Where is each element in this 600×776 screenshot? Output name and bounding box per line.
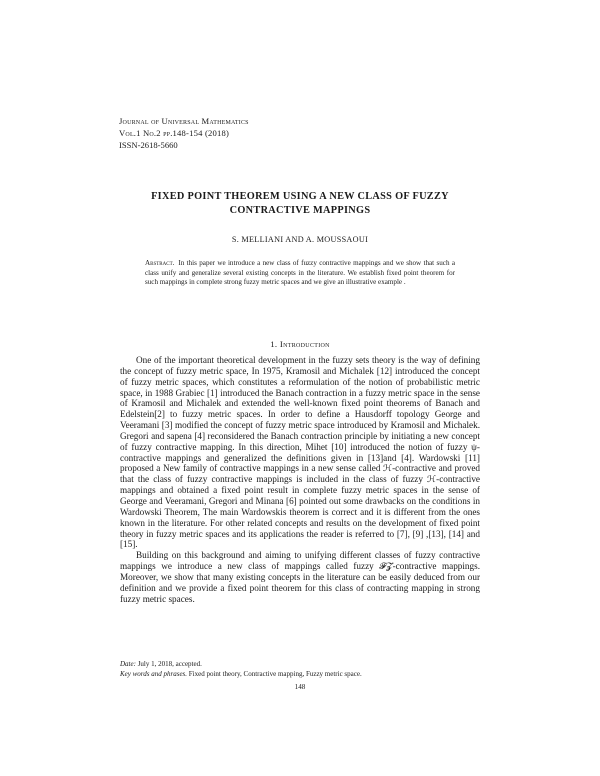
paper-title <box>100 190 500 218</box>
journal-volume: Vol.1 No.2 pp.148-154 (2018) <box>119 128 230 138</box>
keywords-label: Key words and phrases. <box>120 670 188 678</box>
abstract-text: In this paper we introduce a new class of fuzzy contractive mappings and we show that such a class unify and generalize several existing concepts in the literature. We establish fixed point theorem for such mappings in complete strong fuzzy metric spaces and we give an illustrative example . <box>145 259 455 287</box>
footnotes <box>120 659 480 679</box>
journal-name: Journal of Universal Mathematics <box>119 116 249 126</box>
journal-issn: ISSN-2618-5660 <box>119 140 178 150</box>
footnote-keywords <box>120 669 480 679</box>
paragraph: Building on this background and aiming to unifying different classes of fuzzy contractive mappings we introduce a new class of mappings called fuzzy 𝓕𝓩-contractive mappings. Moreover, we show that many existing concepts in the literature can be easily deduced from our definition and we provide a fixed point theorem for this class of contracting mapping in strong fuzzy metric spaces. <box>120 550 480 604</box>
paragraph: One of the important theoretical development in the fuzzy sets theory is the way of defining the concept of fuzzy metric space, In 1975, Kramosil and Michalek [12] introduced the concept of fuzzy metric spaces, which constitutes a reformulation of the notion of probabilistic metric space, in 1988 Grabiec [1] introduced the Banach contraction in a fuzzy metric space in the sense of Kramosil and Michalek and extended the well-known fixed point theorems of Banach and Edelstein[2] to fuzzy metric spaces. In order to define a Hausdorff topology George and Veeramani [3] modified the concept of fuzzy metric space introduced by Kramosil and Michalek. Gregori and sapena [4] reconsidered the Banach contraction principle by initiating a new concept of fuzzy contractive mapping. In this direction, Mihet [10] introduced the notion of fuzzy ψ-contractive mappings and generalized the definitions given in [13]and [4]. Wardowski [11] proposed a New family of contractive mappings in a new sense called ℋ-contractive and proved that the class of fuzzy contractive mappings is included in the class of fuzzy ℋ-contractive mappings and obtained a fixed point result in complete fuzzy metric spaces in the sense of George and Veeramani, Gregori and Minana [6] pointed out some drawbacks on the conditions in Wardowski Theorem, The main Wardowskis theorem is correct and it is different from the ones known in the literature. For other related concepts and results on the development of fixed point theory in fuzzy metric spaces and its applications the reader is referred to [7], [9] ,[13], [14] and [15]. <box>120 355 480 550</box>
title-line-2: CONTRACTIVE MAPPINGS <box>229 205 371 216</box>
section-heading: 1. Introduction <box>270 339 330 349</box>
abstract <box>145 259 455 288</box>
authors: S. MELLIANI AND A. MOUSSAOUI <box>231 235 369 244</box>
title-line-1: FIXED POINT THEOREM USING A NEW CLASS OF FUZZY <box>151 191 449 202</box>
page-number: 148 <box>294 683 306 691</box>
journal-header <box>119 115 249 151</box>
footnote-date <box>120 659 480 669</box>
keywords-text: Fixed point theory, Contractive mapping, Fuzzy metric space. <box>188 670 362 678</box>
body-text <box>120 355 480 604</box>
abstract-label: Abstract. <box>145 259 175 267</box>
date-label: Date: <box>120 660 136 668</box>
date-text: July 1, 2018, accepted. <box>137 660 202 668</box>
